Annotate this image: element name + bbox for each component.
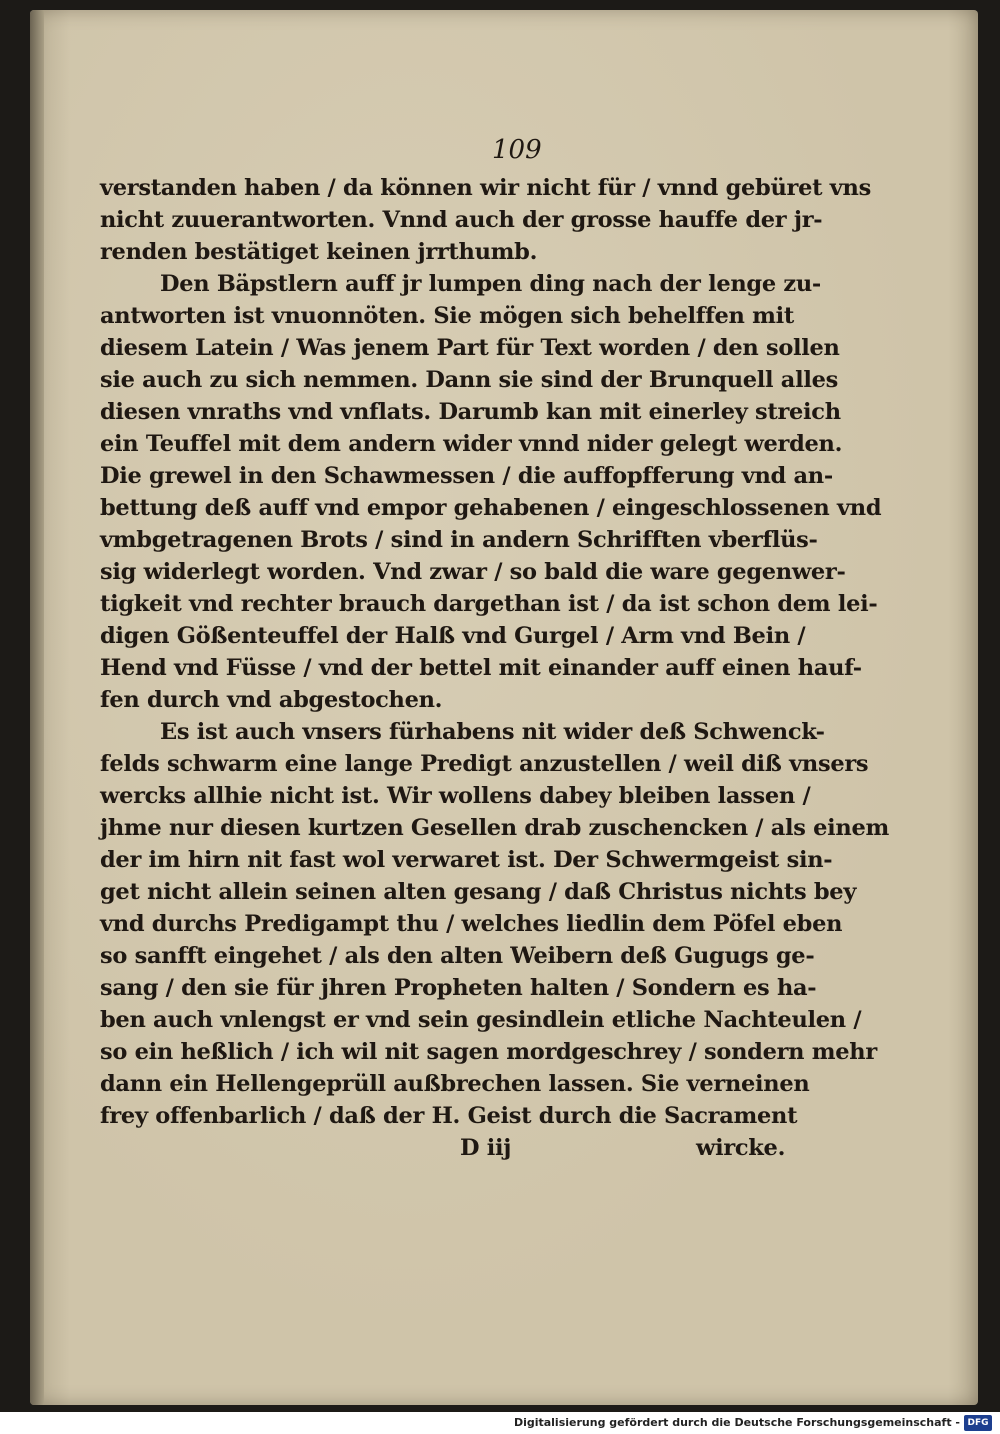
text-line: jhme nur diesen kurtzen Gesellen drab zuschencken / als einem bbox=[100, 815, 890, 841]
text-line: verstanden haben / da können wir nicht für / vnnd gebüret vns bbox=[100, 175, 871, 201]
text-line: nicht zuuerantworten. Vnnd auch der grosse hauffe der jr- bbox=[100, 207, 823, 233]
text-line: felds schwarm eine lange Predigt anzustellen / weil diß vnsers bbox=[100, 751, 869, 777]
text-line: sang / den sie für jhren Propheten halten / Sondern es ha- bbox=[100, 975, 817, 1001]
text-line: Den Bäpstlern auff jr lumpen ding nach der lenge zu- bbox=[160, 271, 821, 297]
text-line: der im hirn nit fast wol verwaret ist. Der Schwermgeist sin- bbox=[100, 847, 833, 873]
text-line: so sanfft eingehet / als den alten Weibern deß Gugugs ge- bbox=[100, 943, 815, 969]
text-line: tigkeit vnd rechter brauch dargethan ist / da ist schon dem lei- bbox=[100, 591, 878, 617]
text-line: vnd durchs Predigampt thu / welches liedlin dem Pöfel eben bbox=[100, 911, 843, 937]
text-line: Die grewel in den Schawmessen / die auffopfferung vnd an- bbox=[100, 463, 833, 489]
text-line: Es ist auch vnsers fürhabens nit wider deß Schwenck- bbox=[160, 719, 825, 745]
text-line: antworten ist vnuonnöten. Sie mögen sich behelffen mit bbox=[100, 303, 794, 329]
text-line: sie auch zu sich nemmen. Dann sie sind der Brunquell alles bbox=[100, 367, 838, 393]
text-line: dann ein Hellengeprüll außbrechen lassen. Sie verneinen bbox=[100, 1071, 810, 1097]
text-line: so ein heßlich / ich wil nit sagen mordgeschrey / sondern mehr bbox=[100, 1039, 877, 1065]
text-line: renden bestätiget keinen jrrthumb. bbox=[100, 239, 538, 265]
footer-bar bbox=[0, 1412, 1000, 1434]
text-line: sig widerlegt worden. Vnd zwar / so bald die ware gegenwer- bbox=[100, 559, 846, 585]
catchword: wircke. bbox=[696, 1135, 786, 1161]
text-line: bettung deß auff vnd empor gehabenen / eingeschlossenen vnd bbox=[100, 495, 882, 521]
text-line: fen durch vnd abgestochen. bbox=[100, 687, 443, 713]
text-line: vmbgetragenen Brots / sind in andern Schrifften vberflüs- bbox=[100, 527, 818, 553]
text-line: Hend vnd Füsse / vnd der bettel mit einander auff einen hauf- bbox=[100, 655, 862, 681]
text-line: get nicht allein seinen alten gesang / daß Christus nichts bey bbox=[100, 879, 857, 905]
text-line: ben auch vnlengst er vnd sein gesindlein etliche Nachteulen / bbox=[100, 1007, 862, 1033]
signature-mark: D iij bbox=[460, 1135, 512, 1161]
text-line: ein Teuffel mit dem andern wider vnnd nider gelegt werden. bbox=[100, 431, 843, 457]
text-line: frey offenbarlich / daß der H. Geist durch die Sacrament bbox=[100, 1103, 798, 1129]
text-line: digen Gößenteuffel der Halß vnd Gurgel / Arm vnd Bein / bbox=[100, 623, 806, 649]
page-gutter bbox=[30, 10, 44, 1405]
dfg-logo: DFG bbox=[964, 1415, 992, 1431]
book-page bbox=[30, 10, 978, 1405]
page-number: 109 bbox=[492, 135, 542, 165]
text-line: diesen vnraths vnd vnflats. Darumb kan mit einerley streich bbox=[100, 399, 841, 425]
funding-credit: Digitalisierung gefördert durch die Deutsche Forschungsgemeinschaft - bbox=[513, 1416, 960, 1429]
text-line: wercks allhie nicht ist. Wir wollens dabey bleiben lassen / bbox=[100, 783, 811, 809]
text-line: diesem Latein / Was jenem Part für Text worden / den sollen bbox=[100, 335, 840, 361]
